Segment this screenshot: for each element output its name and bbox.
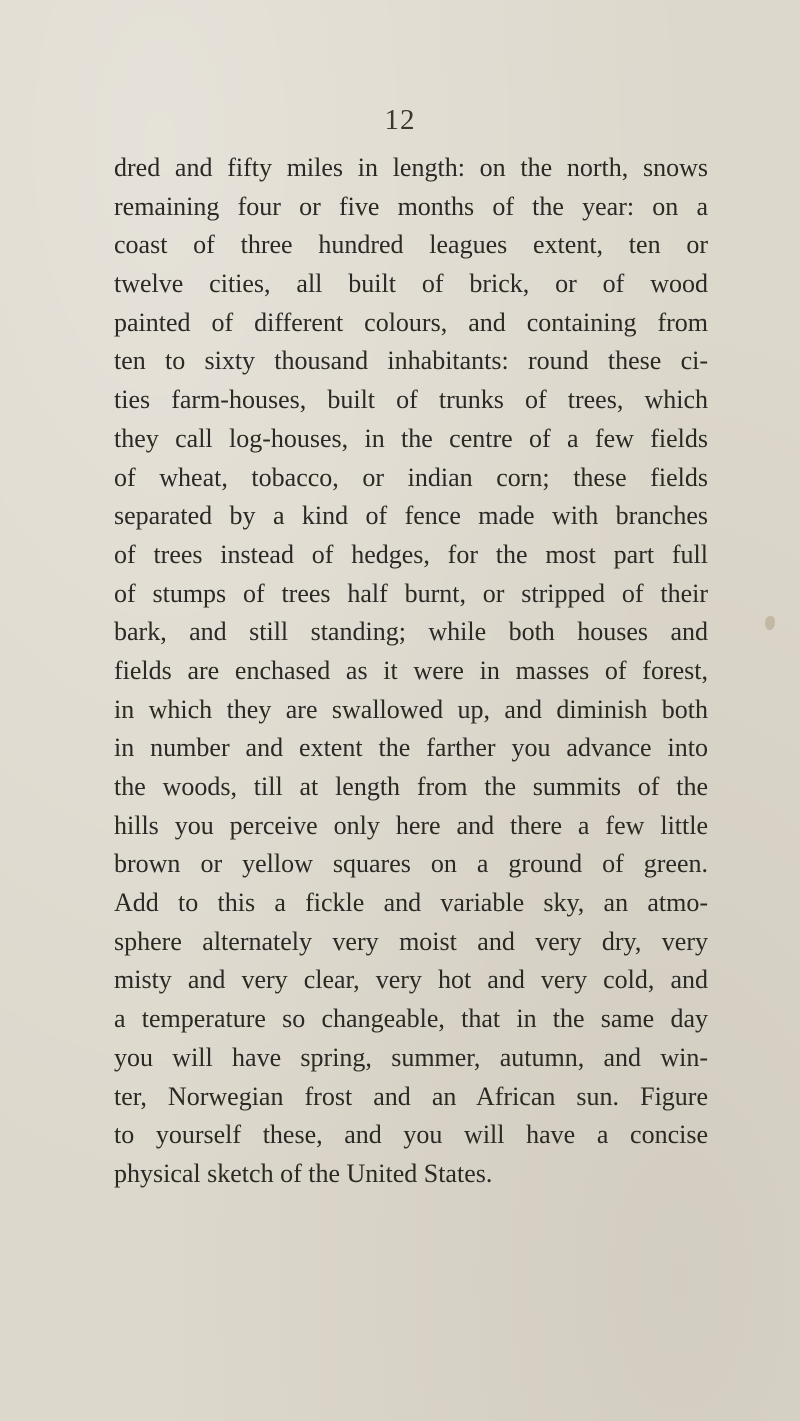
text-line: of trees instead of hedges, for the most part full — [114, 539, 708, 569]
page-number: 12 — [384, 104, 416, 136]
text-line: bark, and still standing; while both houses and — [114, 617, 708, 647]
text-line: ter, Norwegian frost and an African sun. Figure — [114, 1081, 708, 1111]
text-line: fields are enchased as it were in masses of forest, — [114, 655, 708, 685]
text-line: Add to this a fickle and variable sky, an atmo- — [114, 888, 708, 918]
text-line: they call log-houses, in the centre of a few fields — [114, 423, 708, 453]
text-line: ties farm-houses, built of trunks of trees, which — [114, 385, 708, 415]
text-line: in number and extent the farther you advance into — [114, 733, 708, 763]
text-line: coast of three hundred leagues extent, ten or — [114, 230, 708, 260]
body-text — [114, 149, 708, 1194]
text-line: painted of different colours, and containing from — [114, 307, 708, 337]
text-line: you will have spring, summer, autumn, and win- — [114, 1042, 708, 1072]
text-line: to yourself these, and you will have a concise — [114, 1120, 708, 1150]
text-line: in which they are swallowed up, and diminish both — [114, 694, 708, 724]
text-line: remaining four or five months of the year: on a — [114, 191, 708, 221]
text-line: misty and very clear, very hot and very cold, and — [114, 965, 708, 995]
paper-stain — [765, 616, 775, 630]
text-line: physical sketch of the United States. — [114, 1158, 493, 1188]
text-line: hills you perceive only here and there a few little — [114, 810, 708, 840]
text-line: ten to sixty thousand inhabitants: round these ci- — [114, 346, 708, 376]
text-line: of wheat, tobacco, or indian corn; these fields — [114, 462, 708, 492]
text-line: brown or yellow squares on a ground of green. — [114, 849, 708, 879]
text-line: separated by a kind of fence made with branches — [114, 501, 708, 531]
text-line: a temperature so changeable, that in the same day — [114, 1004, 708, 1034]
text-line: of stumps of trees half burnt, or stripped of their — [114, 578, 708, 608]
text-line: dred and fifty miles in length: on the north, snows — [114, 153, 708, 182]
text-line: sphere alternately very moist and very dry, very — [114, 926, 708, 956]
text-line: the woods, till at length from the summits of the — [114, 772, 708, 801]
text-line: twelve cities, all built of brick, or of wood — [114, 269, 708, 299]
